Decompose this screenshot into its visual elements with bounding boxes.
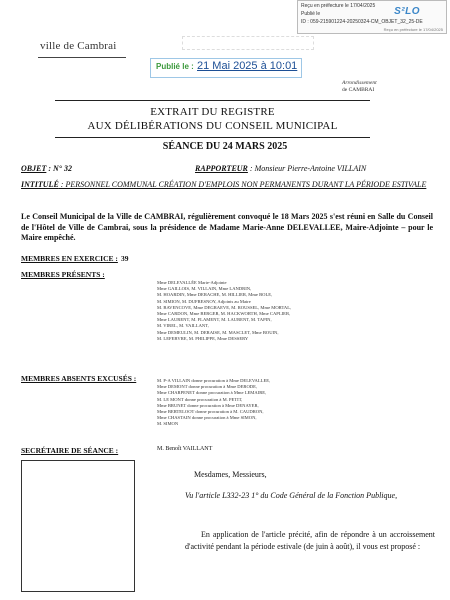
- membres-absents-label: MEMBRES ABSENTS EXCUSÉS :: [21, 374, 137, 383]
- published-date: 21 Mai 2025 à 10:01: [197, 60, 298, 72]
- list-item: M. HOARDIN, Mme DERACHE, M. HILLIER, Mme BOLE,: [157, 292, 273, 298]
- vu-article: Vu l'article L332-23 1° du Code Général de la Fonction Publique,: [185, 491, 398, 500]
- list-item: Mme CHARPENET donne procuration à Mme LEMAIRE,: [157, 390, 267, 396]
- intro-paragraph: Le Conseil Municipal de la Ville de CAMBRAI, régulièrement convoqué le 18 Mars 2025 s'est réuni en Salle du Conseil de l'Hôtel de Ville de Cambrai, sous la présidence de Madame Marie-Anne DELEVALLEE, Maire-Adjointe – pour le Maire empêché.: [21, 212, 433, 242]
- arrondissement: [342, 80, 377, 94]
- list-item: M. P-A VILLAIN donne procuration à Mme DELEVALLEE,: [157, 378, 271, 383]
- stamp-caption: Reçu en préfecture le 17/04/2025: [383, 27, 443, 32]
- rapporteur-value: : Monsieur Pierre-Antoine VILLAIN: [247, 164, 367, 173]
- membres-presents-label: MEMBRES PRÉSENTS :: [21, 270, 105, 279]
- list-item: Mme DELEVALLÉE Marie-Adjointe: [157, 280, 227, 285]
- document-title: [55, 100, 370, 138]
- list-item: M. BAVENCOVE, Mme DEGRAEVE, M. ROUSSEL, Mme MORTAL,: [157, 304, 292, 310]
- title-line: AUX DÉLIBÉRATIONS DU CONSEIL MUNICIPAL: [87, 120, 338, 132]
- membres-exercice-value: 39: [121, 254, 129, 263]
- stamp-line: ID : 059-215901224-20250324-CM_OBJET_32_25-DE: [301, 19, 423, 25]
- rapporteur-label: RAPPORTEUR: [195, 164, 248, 173]
- prefecture-stamp: [297, 0, 447, 34]
- list-item: Mme BRUNET donne procuration à Mme DENAYER,: [157, 402, 259, 408]
- list-item: M. SIMION, M. DUFRESNOY, Adjoints au Maire: [157, 298, 251, 304]
- list-item: M. VIREL, M. VAILLANT,: [157, 323, 209, 329]
- redacted-box: [21, 460, 135, 592]
- list-item: Mme DEMEULIN, M. DERAISE, M. MASCLET, Mme BOUIN,: [157, 329, 279, 335]
- list-item: Mme BERTELOOT donne procuration à M. CAUDRON,: [157, 409, 264, 415]
- objet-label: OBJET: [21, 164, 47, 173]
- intitule: [21, 180, 433, 190]
- list-item: Mme GAILLOIS, M. VILLAIN, Mme LANDRIN,: [157, 286, 252, 292]
- body-paragraph: En application de l'article précité, afin de répondre à un accroissement d'activité pendant la période estivale (de juin à août), il vous est proposé :: [185, 530, 435, 551]
- stamp-line: Publié le: [301, 11, 321, 17]
- secretaire-value: M. Benoît VAILLANT: [157, 446, 213, 452]
- list-item: Mme CHASTAIN donne procuration à Mme SIMON,: [157, 415, 257, 421]
- list-item: Mme LAURENT, M. FLAMENT, M. LAURENT, M. TAPIN,: [157, 317, 272, 323]
- arrondissement-line: de CAMBRAI: [342, 87, 375, 93]
- list-item: M. LE MONT donne procuration à M. PETIT,: [157, 396, 243, 402]
- greeting: Mesdames, Messieurs,: [194, 470, 267, 479]
- intitule-label: INTITULÉ: [21, 180, 59, 189]
- slo-logo: S²LO: [394, 6, 420, 17]
- list-item: Mme CARDON, Mme BERGER, M. HACKWORTH, Mme CAPLIER,: [157, 311, 291, 317]
- objet: [21, 164, 72, 173]
- arrondissement-line: Arrondissement: [342, 80, 377, 86]
- published-label: Publié le :: [156, 62, 194, 71]
- secretaire-label: SECRÉTAIRE DE SÉANCE :: [21, 446, 119, 455]
- title-line: EXTRAIT DU REGISTRE: [150, 106, 275, 118]
- stamp-line: Reçu en préfecture le 17/04/2025: [301, 3, 376, 9]
- membres-absents-list: [157, 378, 377, 428]
- objet-value: : N° 32: [46, 164, 72, 173]
- list-item: M. LEFEBVRE, M. PHILIPPE, Mme DESSERY: [157, 335, 249, 341]
- membres-presents-list: [157, 280, 377, 342]
- list-item: Mme DEMONT donne procuration à Mme DERODE,: [157, 384, 258, 390]
- membres-exercice-label: MEMBRES EN EXERCICE :: [21, 254, 118, 263]
- list-item: M. SIMON: [157, 421, 179, 427]
- seance-date: SÉANCE DU 24 MARS 2025: [162, 141, 288, 152]
- faint-stamp-area: [182, 36, 314, 50]
- city-logo: ville de Cambrai: [40, 40, 117, 52]
- rapporteur: [195, 164, 366, 173]
- logo-underline: [38, 57, 126, 58]
- intitule-value: : PERSONNEL COMMUNAL CRÉATION D'EMPLOIS NON PERMANENTS DURANT LA PÉRIODE ESTIVALE: [58, 180, 427, 189]
